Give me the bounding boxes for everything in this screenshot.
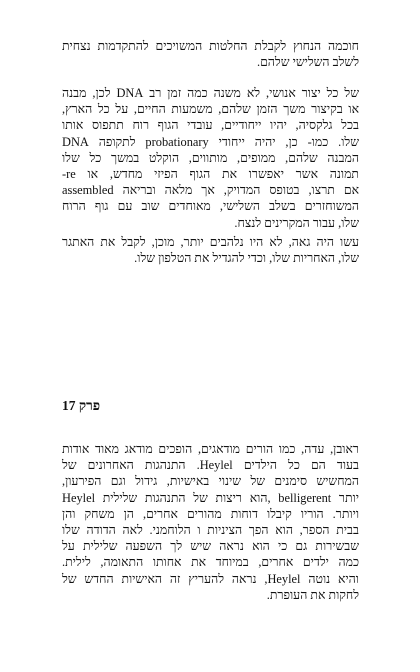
text-line: או בקיצור משך הזמן שלהם, משמעות החיים, על כל הארץ, xyxy=(62,102,359,117)
text-line: אם תרצו, בטופס המדויק, אך מלאה ובריאה assembled xyxy=(62,183,359,198)
text-line: יותר belligerent ,הוא ריצות של התנהגות שלילית Heylel xyxy=(62,490,359,505)
text-line: ויותר. הוריו קיבלו דוחות מהורים אחרים, הן משחק והן xyxy=(62,506,359,521)
text-line: המחשיש סימנים של שינוי באישיות, גידול וגם הפירעון, xyxy=(62,474,359,489)
text-line: לשלב השלישי שלהם. xyxy=(256,55,359,70)
text-line: חוכמה הנחוץ לקבלת החלטות המשויכים להתקדמות נצחית xyxy=(62,39,359,53)
text-line: בבית הספר, הוא הפך הציניות ו הלוחמני. לאה הדודה שלו xyxy=(62,523,359,538)
text-line: שבשירות גם כי הוא נראה שיש לך השפעה שלילית על xyxy=(62,539,359,554)
chapter-heading: פרק 17 xyxy=(62,398,101,413)
text-line: עשו היה גאה, לא היו נלהבים יותר, מוכן, לקבל את האתגר xyxy=(62,235,359,249)
text-line: בכל גלקסיה, יהיו ייחודיים, עובדי הגוף רוח תתפוס אותו xyxy=(62,118,359,133)
text-line: שלו, עבור המקרינים לנצח. xyxy=(234,215,359,230)
text-line: ראובן, עדה, כמו הורים מודאגים, הופכים מודאג מאוד אודות xyxy=(62,442,359,456)
text-line: המשוחזרים בשלב השלישי, מאוחדים שוב עם גוף הרוח xyxy=(62,199,359,214)
paragraph-2 xyxy=(62,85,359,231)
text-line: שלו. כמו- כן, יהיה ייחודי probationary לתקופה DNA xyxy=(62,134,360,149)
text-line: כמה ילדים אחרים, במיוחד את אחותו התאומה, לילית. xyxy=(62,555,359,570)
text-line: בעוד הם כל הילדים Heylel. התנהגות האחרונים של xyxy=(62,458,359,473)
text-line: לחקות את העופרת. xyxy=(266,587,359,602)
text-line: המבנה שלהם, ממופים, מותווים, הוקלט במשך כל שלו xyxy=(62,150,359,165)
paragraph-4 xyxy=(62,441,359,603)
text-line: שלו, האחריות שלו, וכדי להגדיל את הטלפון שלו. xyxy=(134,251,359,266)
paragraph-1 xyxy=(62,38,359,70)
text-line: והיא נוטה Heylel, נראה להעריץ זה האישיות החדש של xyxy=(62,571,359,586)
text-line: של כל יצור אנושי, לא משנה כמה זמן רב DNA לכן, מבנה xyxy=(62,86,359,100)
text-line: -re תמונה אשר יאפשרו את הגוף הפיזי מחדש, או xyxy=(62,167,359,182)
paragraph-3 xyxy=(62,234,359,266)
